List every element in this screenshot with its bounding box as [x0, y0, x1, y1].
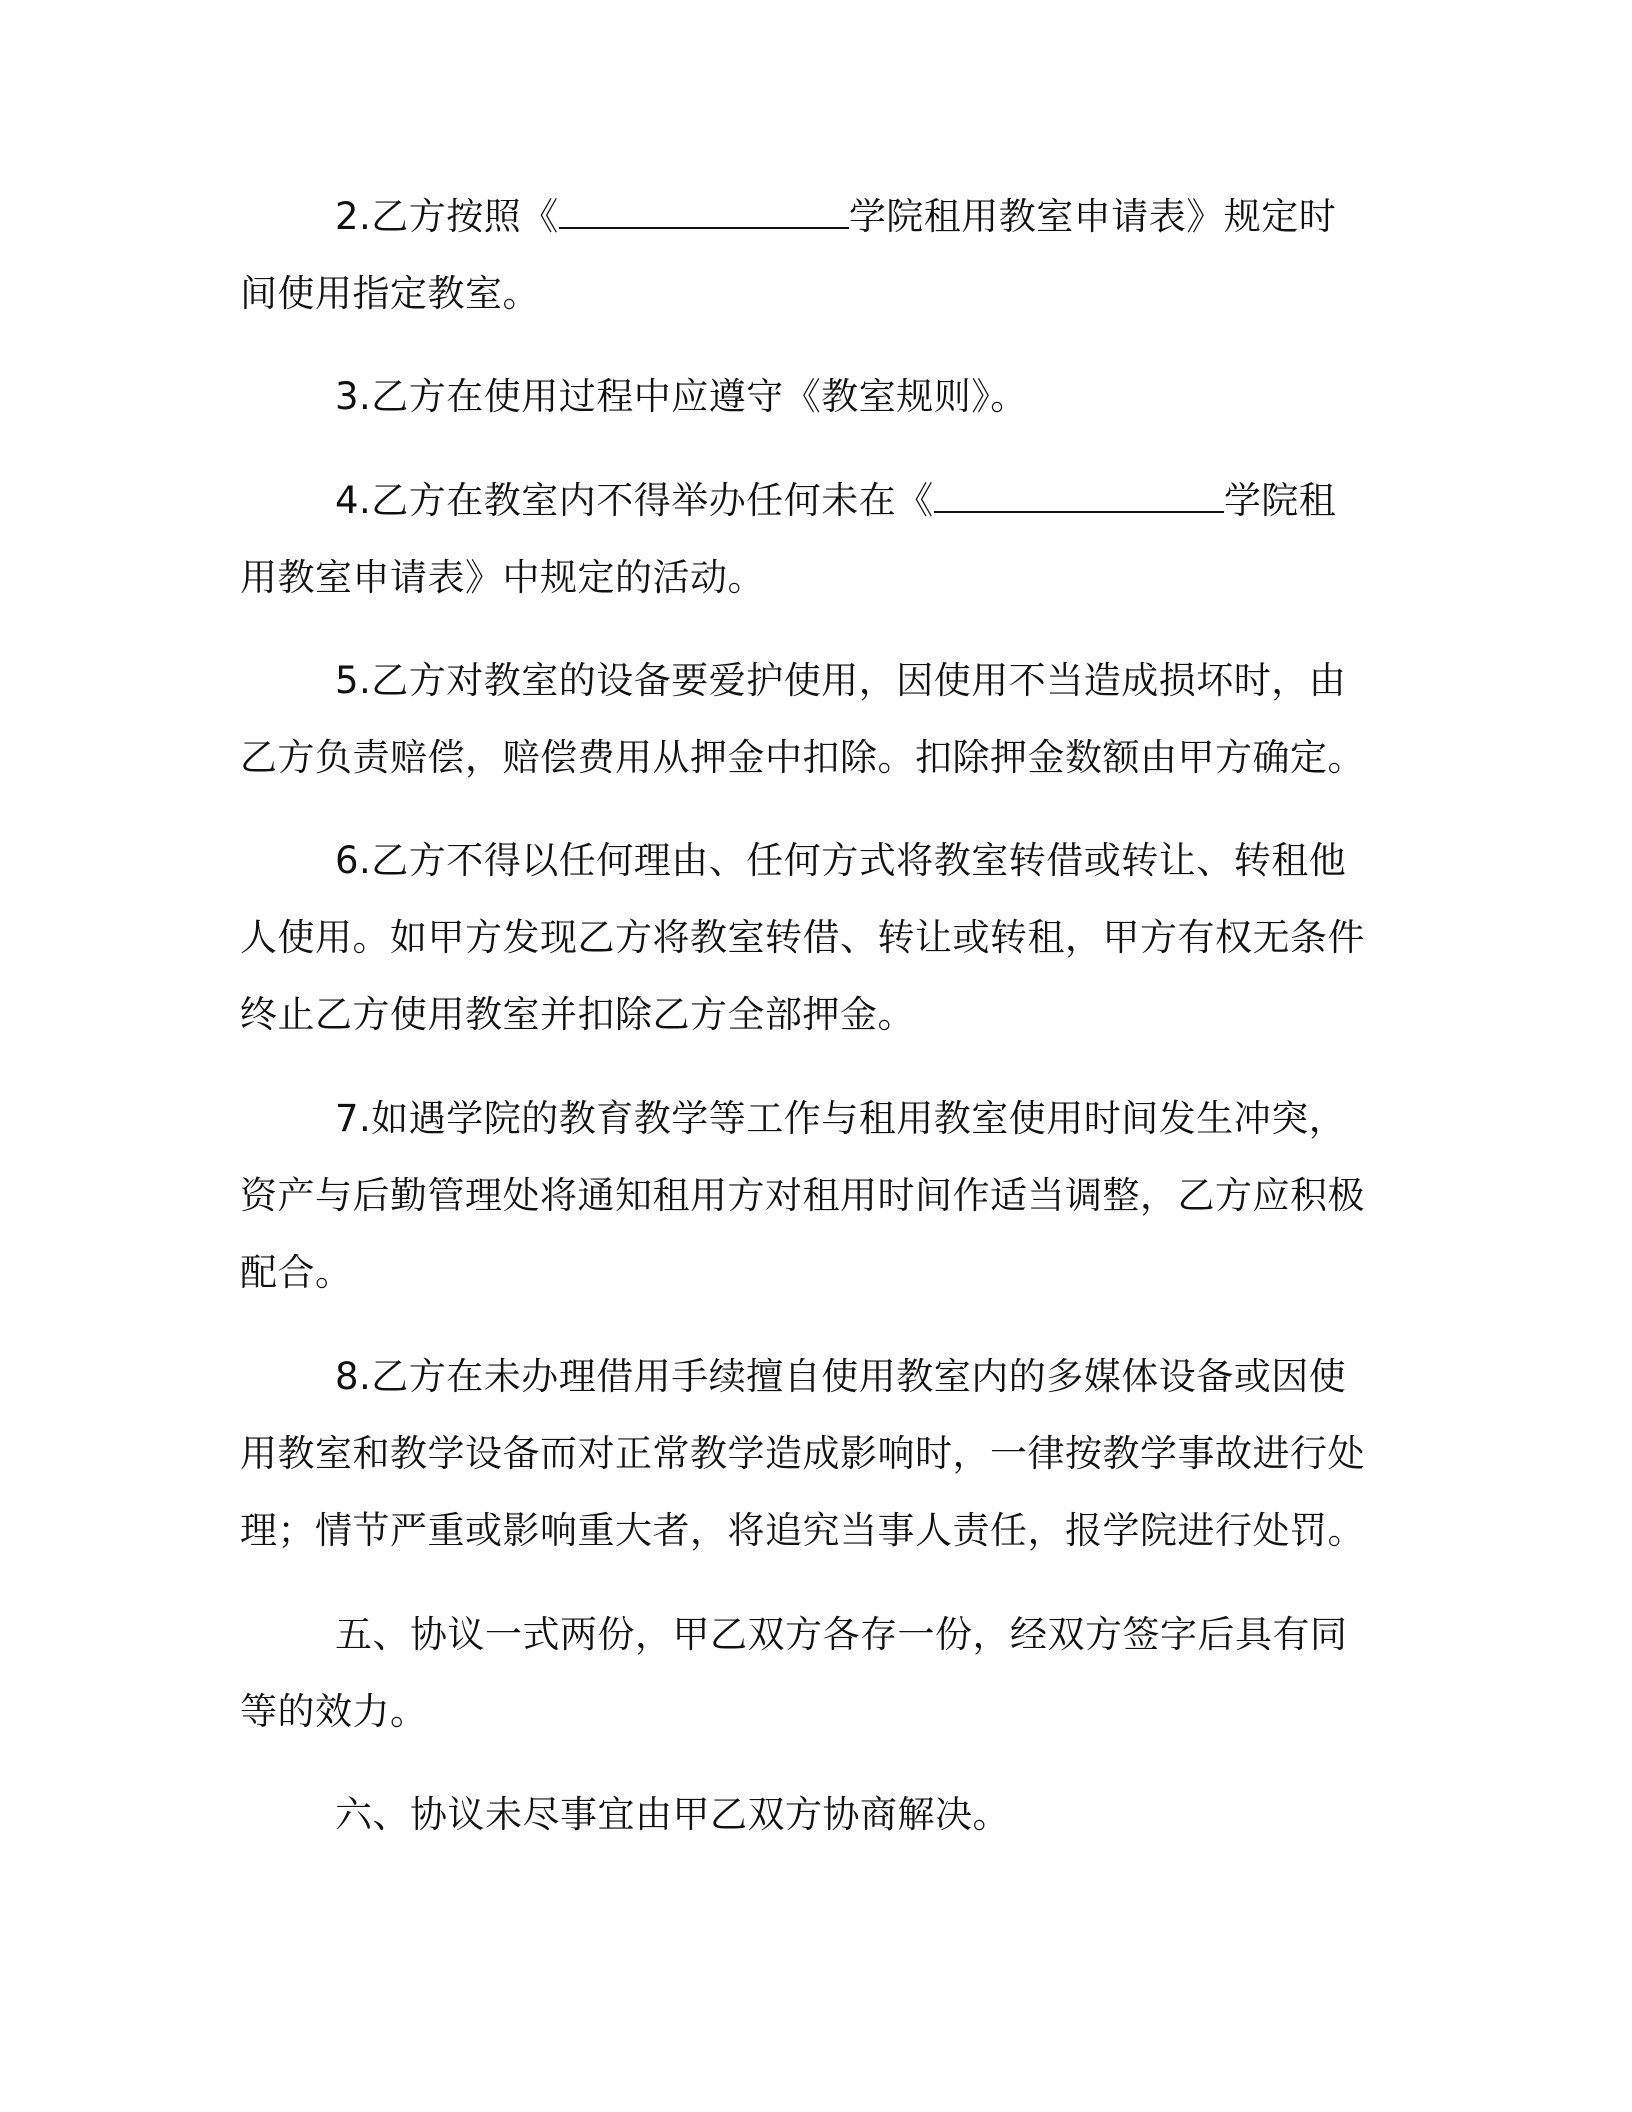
clause-2-fill-blank [559, 199, 849, 229]
clause-4-text-after: 学院租用教室申请表》中规定的活动。 [240, 479, 1337, 599]
clause-8: 8.乙方在未办理借用手续擅自使用教室内的多媒体设备或因使用教室和教学设备而对正常教学造成影响时，一律按教学事故进行处理；情节严重或影响重大者，将追究当事人责任，报学院进行处罚。 [240, 1355, 1365, 1552]
clause-6: 6.乙方不得以任何理由、任何方式将教室转借或转让、转租他人使用。如甲方发现乙方将教室转借、转让或转租，甲方有权无条件终止乙方使用教室并扣除乙方全部押金。 [240, 839, 1365, 1036]
clause-3: 3.乙方在使用过程中应遵守《教室规则》。 [335, 375, 1028, 418]
clause-4 [240, 462, 1370, 616]
clause-5: 5.乙方对教室的设备要爱护使用，因使用不当造成损坏时，由乙方负责赔偿，赔偿费用从押金中扣除。扣除押金数额由甲方确定。 [240, 659, 1365, 779]
article-five: 五、协议一式两份，甲乙双方各存一份，经双方签字后具有同等的效力。 [240, 1613, 1348, 1733]
clause-2 [240, 178, 1370, 332]
clause-2-text-before: 2.乙方按照《 [335, 195, 559, 238]
clause-4-text-before: 4.乙方在教室内不得举办任何未在《 [335, 479, 934, 522]
clause-4-fill-blank [934, 483, 1224, 513]
clause-7: 7.如遇学院的教育教学等工作与租用教室使用时间发生冲突，资产与后勤管理处将通知租用方对租用时间作适当调整，乙方应积极配合。 [240, 1097, 1365, 1294]
article-six: 六、协议未尽事宜由甲乙双方协商解决。 [335, 1793, 1010, 1836]
clause-2-text-after: 学院租用教室申请表》规定时间使用指定教室。 [240, 195, 1337, 315]
